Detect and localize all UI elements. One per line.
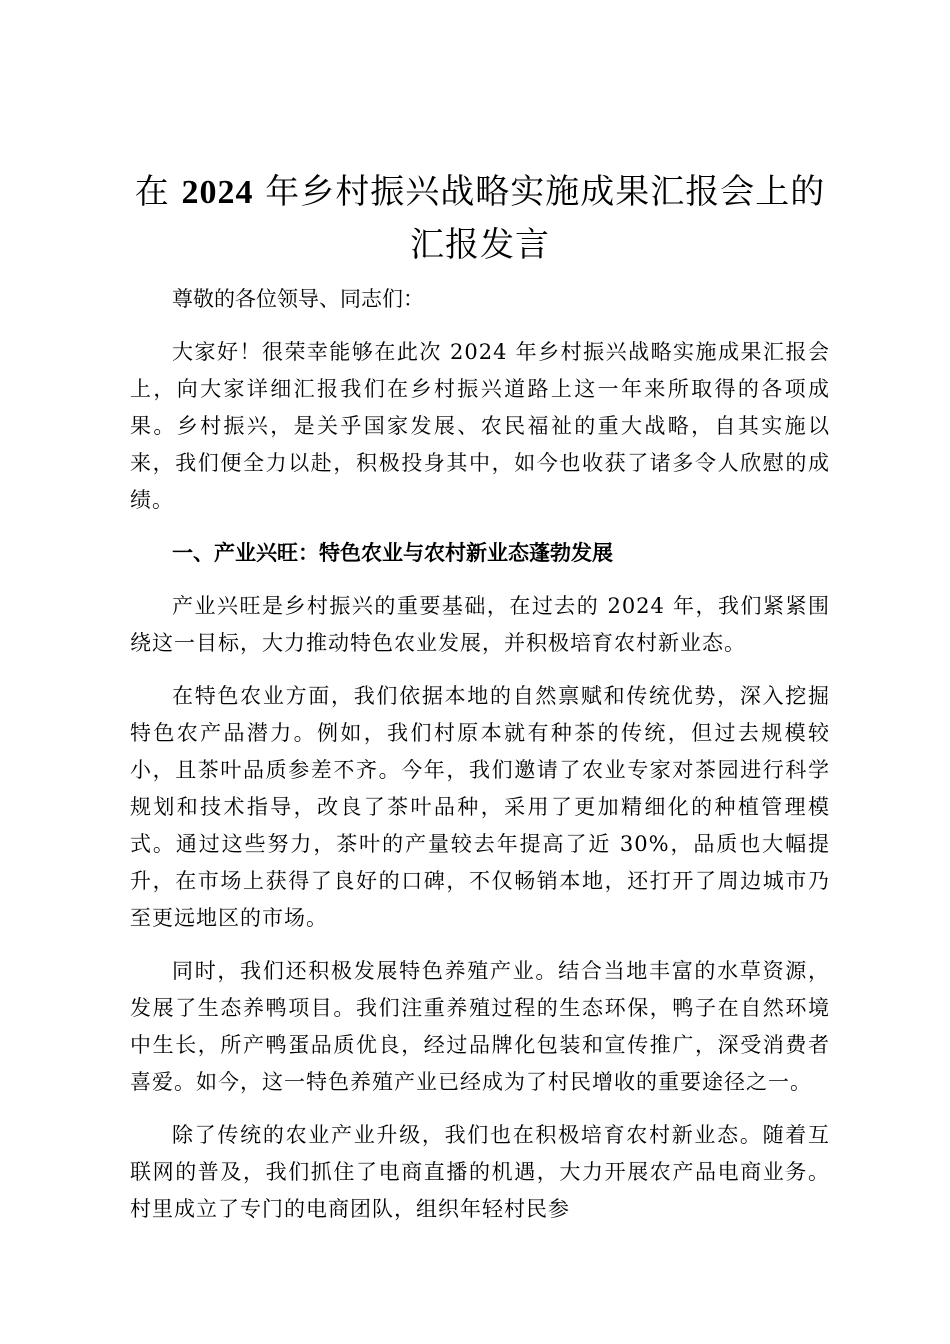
section-heading-1: 一、产业兴旺：特色农业与农村新业态蓬勃发展 [172, 541, 613, 565]
body-paragraph: 除了传统的农业产业升级，我们也在积极培育农村新业态。随着互联网的普及，我们抓住了电商直播的机遇，大力开展农产品电商业务。村里成立了专门的电商团队，组织年轻村民参 [130, 1123, 830, 1221]
document-page [130, 166, 830, 1244]
document-title [130, 166, 830, 271]
body-paragraph: 在特色农业方面，我们依据本地的自然禀赋和传统优势，深入挖掘特色农产品潜力。例如，我们村原本就有种茶的传统，但过去规模较小，且茶叶品质参差不齐。今年，我们邀请了农业专家对茶园进行科学规划和技术指导，改良了茶叶品种，采用了更加精细化的种植管理模式。通过这些努力，茶叶的产量较去年提高了近 30%，品质也大幅提升，在市场上获得了良好的口碑，不仅畅销本地，还打开了周边城市乃至更远地区的市场。 [130, 684, 830, 930]
body-paragraph: 同时，我们还积极发展特色养殖产业。结合当地丰富的水草资源，发展了生态养鸭项目。我们注重养殖过程的生态环保，鸭子在自然环境中生长，所产鸭蛋品质优良，经过品牌化包装和宣传推广，深受消费者喜爱。如今，这一特色养殖产业已经成为了村民增收的重要途径之一。 [130, 959, 830, 1094]
title-line1-rest: 年乡村振兴战略实施成果汇报会上的 [253, 172, 826, 212]
body-paragraph: 产业兴旺是乡村振兴的重要基础，在过去的 2024 年，我们紧紧围绕这一目标，大力推动特色农业发展，并积极培育农村新业态。 [130, 594, 830, 655]
salutation: 尊敬的各位领导、同志们： [172, 287, 424, 311]
title-line2: 汇报发言 [410, 225, 550, 265]
intro-paragraph: 大家好！很荣幸能够在此次 2024 年乡村振兴战略实施成果汇报会上，向大家详细汇报我们在乡村振兴道路上这一年来所取得的各项成果。乡村振兴，是关乎国家发展、农民福祉的重大战略，自其实施以来，我们便全力以赴，积极投身其中，如今也收获了诸多令人欣慰的成绩。 [130, 340, 830, 512]
title-prefix: 在 [134, 172, 182, 212]
title-year: 2024 [181, 174, 254, 211]
